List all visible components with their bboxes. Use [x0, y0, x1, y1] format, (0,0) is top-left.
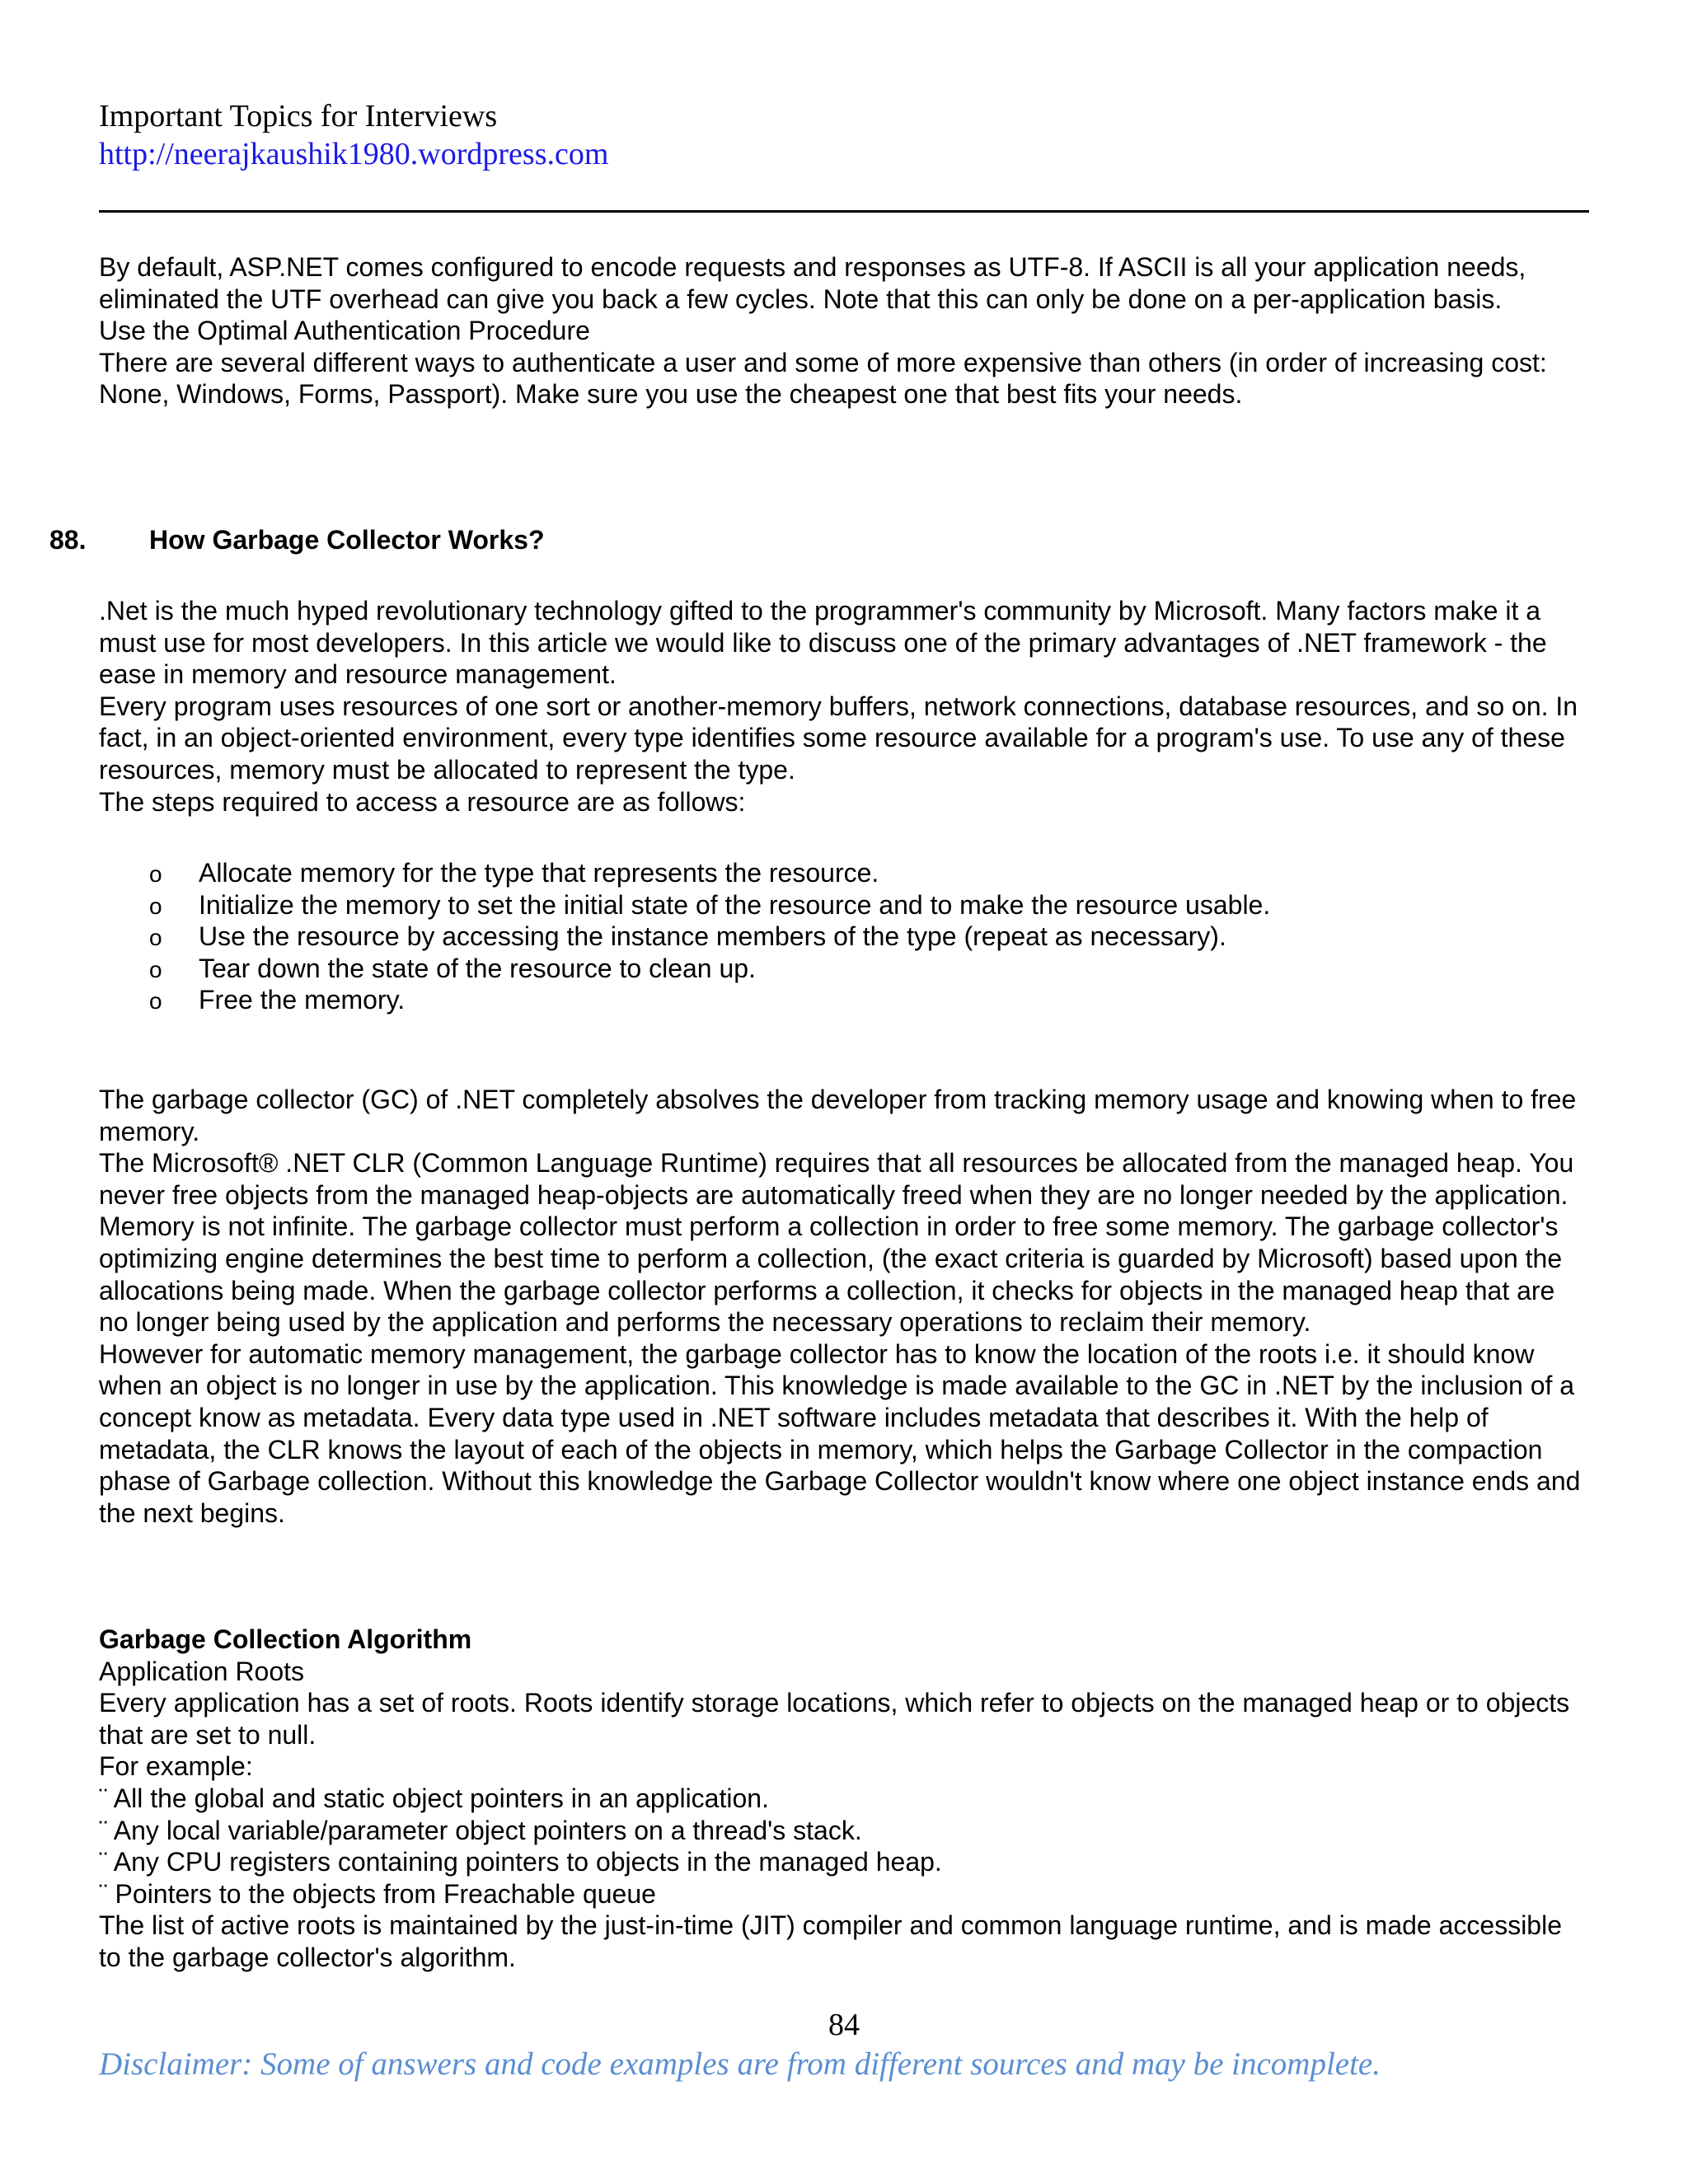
header-url-link[interactable]: http://neerajkaushik1980.wordpress.com	[99, 137, 609, 171]
list-item: o Tear down the state of the resource to clean up.	[99, 953, 1591, 985]
list-item: o Free the memory.	[99, 984, 1591, 1016]
root-item: ¨ Pointers to the objects from Freachable queue	[99, 1878, 656, 1909]
bullet-icon: o	[149, 925, 162, 951]
section-2-paragraph-2: The Microsoft® .NET CLR (Common Language Runtime) requires that all resources be allocated from the managed heap. You never free objects from the managed heap-objects are automatically freed when they are no longer needed by the application.	[99, 1148, 1574, 1210]
section-1-paragraph-3: The steps required to access a resource are as follows:	[99, 786, 746, 817]
intro-paragraph-1: By default, ASP.NET comes configured to encode requests and responses as UTF-8. If ASCII is all your application needs, eliminated the UTF overhead can give you back a few cycles. Note that this can only be done on a per-application basis.	[99, 252, 1526, 314]
page-header	[99, 97, 608, 173]
section-1	[99, 595, 1591, 818]
disclaimer: Disclaimer: Some of answers and code examples are from different sources and may be incomplete.	[99, 2046, 1381, 2082]
bullet-icon: o	[149, 988, 162, 1015]
list-item: o Use the resource by accessing the instance members of the type (repeat as necessary).	[99, 921, 1591, 953]
root-item: ¨ All the global and static object pointers in an application.	[99, 1783, 769, 1813]
bullet-icon: o	[149, 893, 162, 919]
section-3-subheading: Application Roots	[99, 1656, 305, 1686]
section-3	[99, 1624, 1591, 1974]
question-number: 88.	[49, 525, 87, 555]
section-3-paragraph-1: Every application has a set of roots. Roots identify storage locations, which refer to objects on the managed heap or to objects that are set to null.	[99, 1688, 1570, 1750]
intro-paragraph-2: There are several different ways to authenticate a user and some of more expensive than others (in order of increasing cost: None, Windows, Forms, Passport). Make sure you use the cheapest one that best fits your needs.	[99, 347, 1547, 410]
section-2-paragraph-3: Memory is not infinite. The garbage collector must perform a collection in order to free some memory. The garbage collector's optimizing engine determines the best time to perform a collection, (the exact criteria is guarded by Microsoft) based upon the allocations being made. When the garbage collector performs a collection, it checks for objects in the managed heap that are no longer being used by the application and performs the necessary operations to reclaim their memory.	[99, 1212, 1563, 1338]
steps-list-block	[99, 857, 1591, 1016]
bullet-icon: o	[149, 861, 162, 887]
header-divider	[99, 210, 1589, 213]
section-3-paragraph-3: The list of active roots is maintained by the just-in-time (JIT) compiler and common language runtime, and is made accessible to the garbage collector's algorithm.	[99, 1910, 1562, 1972]
root-item: ¨ Any local variable/parameter object pointers on a thread's stack.	[99, 1815, 862, 1845]
section-3-paragraph-2: For example:	[99, 1751, 253, 1782]
intro-subheading: Use the Optimal Authentication Procedure	[99, 316, 590, 346]
section-3-heading: Garbage Collection Algorithm	[99, 1624, 472, 1654]
steps-list	[99, 857, 1591, 1016]
section-1-paragraph-1: .Net is the much hyped revolutionary technology gifted to the programmer's community by Microsoft. Many factors make it a must use for most developers. In this article we would like to discuss one of the primary advantages of .NET framework - the ease in memory and resource management.	[99, 596, 1547, 690]
section-1-paragraph-2: Every program uses resources of one sort or another-memory buffers, network connections, database resources, and so on. In fact, in an object-oriented environment, every type identifies some resource available for a program's use. To use any of these resources, memory must be allocated to represent the type.	[99, 691, 1578, 785]
page-number: 84	[828, 2008, 860, 2042]
list-item: o Initialize the memory to set the initial state of the resource and to make the resource usable.	[99, 889, 1591, 921]
list-item: o Allocate memory for the type that represents the resource.	[99, 857, 1591, 889]
header-title: Important Topics for Interviews	[99, 99, 498, 134]
bullet-icon: o	[149, 956, 162, 982]
section-2-paragraph-4: However for automatic memory management, the garbage collector has to know the location of the roots i.e. it should know when an object is no longer in use by the application. This knowledge is made available to the GC in .NET by the inclusion of a concept know as metadata. Every data type used in .NET software includes metadata that describes it. With the help of metadata, the CLR knows the layout of each of the objects in memory, which helps the Garbage Collector in the compaction phase of Garbage collection. Without this knowledge the Garbage Collector wouldn't know where one object instance ends and the next begins.	[99, 1338, 1581, 1528]
section-2-paragraph-1: The garbage collector (GC) of .NET completely absolves the developer from tracking memory usage and knowing when to free memory.	[99, 1085, 1577, 1146]
root-item: ¨ Any CPU registers containing pointers to objects in the managed heap.	[99, 1847, 942, 1877]
intro-block	[99, 251, 1591, 410]
question-title: How Garbage Collector Works?	[149, 525, 545, 555]
section-2	[99, 1084, 1591, 1529]
